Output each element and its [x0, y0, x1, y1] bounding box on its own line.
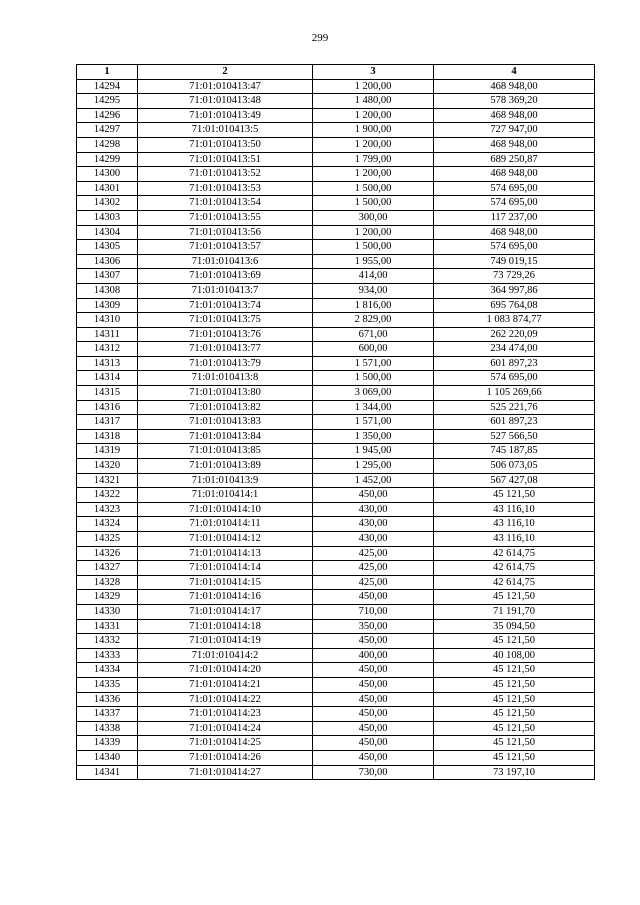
cadastral-number-cell: 71:01:010414:16	[138, 590, 313, 605]
cadastral-number-cell: 71:01:010413:80	[138, 386, 313, 401]
row-number-cell: 14325	[77, 532, 138, 547]
table-row	[77, 721, 595, 736]
table-row	[77, 327, 595, 342]
area-cell: 425,00	[313, 575, 434, 590]
table-header-row	[77, 65, 595, 80]
row-number-cell: 14339	[77, 736, 138, 751]
area-cell: 1 480,00	[313, 94, 434, 109]
value-cell: 45 121,50	[434, 750, 595, 765]
page-number: 299	[311, 32, 329, 44]
table-row	[77, 210, 595, 225]
table-row	[77, 108, 595, 123]
value-cell: 117 237,00	[434, 210, 595, 225]
value-cell: 262 220,09	[434, 327, 595, 342]
table-row	[77, 269, 595, 284]
value-cell: 45 121,50	[434, 590, 595, 605]
area-cell: 671,00	[313, 327, 434, 342]
table-row	[77, 648, 595, 663]
row-number-cell: 14337	[77, 707, 138, 722]
cadastral-number-cell: 71:01:010413:8	[138, 371, 313, 386]
value-cell: 574 695,00	[434, 371, 595, 386]
table-row	[77, 736, 595, 751]
table-row	[77, 400, 595, 415]
area-cell: 1 200,00	[313, 108, 434, 123]
column-header-3: 3	[313, 65, 434, 80]
value-cell: 45 121,50	[434, 721, 595, 736]
area-cell: 1 799,00	[313, 152, 434, 167]
value-cell: 42 614,75	[434, 575, 595, 590]
table-row	[77, 152, 595, 167]
table-row	[77, 488, 595, 503]
value-cell: 601 897,23	[434, 356, 595, 371]
value-cell: 578 369,20	[434, 94, 595, 109]
area-cell: 2 829,00	[313, 313, 434, 328]
value-cell: 468 948,00	[434, 225, 595, 240]
value-cell: 574 695,00	[434, 181, 595, 196]
area-cell: 450,00	[313, 721, 434, 736]
cadastral-number-cell: 71:01:010413:89	[138, 459, 313, 474]
area-cell: 450,00	[313, 663, 434, 678]
cadastral-number-cell: 71:01:010413:82	[138, 400, 313, 415]
area-cell: 1 295,00	[313, 459, 434, 474]
cadastral-number-cell: 71:01:010414:10	[138, 502, 313, 517]
table-row	[77, 283, 595, 298]
cadastral-number-cell: 71:01:010414:19	[138, 634, 313, 649]
value-cell: 45 121,50	[434, 707, 595, 722]
area-cell: 425,00	[313, 546, 434, 561]
table-row	[77, 663, 595, 678]
area-cell: 350,00	[313, 619, 434, 634]
value-cell: 689 250,87	[434, 152, 595, 167]
area-cell: 1 452,00	[313, 473, 434, 488]
area-cell: 1 200,00	[313, 79, 434, 94]
cadastral-number-cell: 71:01:010413:49	[138, 108, 313, 123]
cadastral-number-cell: 71:01:010414:2	[138, 648, 313, 663]
area-cell: 1 955,00	[313, 254, 434, 269]
cadastral-number-cell: 71:01:010413:76	[138, 327, 313, 342]
cadastral-number-cell: 71:01:010413:7	[138, 283, 313, 298]
value-cell: 468 948,00	[434, 137, 595, 152]
area-cell: 1 200,00	[313, 137, 434, 152]
row-number-cell: 14314	[77, 371, 138, 386]
cadastral-number-cell: 71:01:010413:51	[138, 152, 313, 167]
value-cell: 45 121,50	[434, 692, 595, 707]
row-number-cell: 14315	[77, 386, 138, 401]
table-row	[77, 240, 595, 255]
row-number-cell: 14305	[77, 240, 138, 255]
cadastral-number-cell: 71:01:010413:77	[138, 342, 313, 357]
area-cell: 1 500,00	[313, 181, 434, 196]
row-number-cell: 14324	[77, 517, 138, 532]
table-body	[77, 79, 595, 780]
cadastral-number-cell: 71:01:010414:20	[138, 663, 313, 678]
cadastral-number-cell: 71:01:010414:22	[138, 692, 313, 707]
table-row	[77, 590, 595, 605]
value-cell: 506 073,05	[434, 459, 595, 474]
value-cell: 73 729,26	[434, 269, 595, 284]
cadastral-number-cell: 71:01:010414:21	[138, 677, 313, 692]
row-number-cell: 14304	[77, 225, 138, 240]
value-cell: 749 019,15	[434, 254, 595, 269]
table-row	[77, 137, 595, 152]
value-cell: 45 121,50	[434, 663, 595, 678]
cadastral-table	[76, 64, 595, 780]
area-cell: 414,00	[313, 269, 434, 284]
cadastral-number-cell: 71:01:010414:18	[138, 619, 313, 634]
value-cell: 567 427,08	[434, 473, 595, 488]
cadastral-number-cell: 71:01:010413:84	[138, 429, 313, 444]
cadastral-number-cell: 71:01:010413:74	[138, 298, 313, 313]
cadastral-number-cell: 71:01:010413:57	[138, 240, 313, 255]
area-cell: 430,00	[313, 532, 434, 547]
area-cell: 450,00	[313, 634, 434, 649]
area-cell: 1 200,00	[313, 167, 434, 182]
row-number-cell: 14307	[77, 269, 138, 284]
row-number-cell: 14318	[77, 429, 138, 444]
table-row	[77, 298, 595, 313]
value-cell: 574 695,00	[434, 240, 595, 255]
value-cell: 40 108,00	[434, 648, 595, 663]
cadastral-number-cell: 71:01:010413:55	[138, 210, 313, 225]
value-cell: 364 997,86	[434, 283, 595, 298]
area-cell: 400,00	[313, 648, 434, 663]
table-row	[77, 444, 595, 459]
cadastral-number-cell: 71:01:010414:25	[138, 736, 313, 751]
area-cell: 1 500,00	[313, 196, 434, 211]
cadastral-number-cell: 71:01:010413:83	[138, 415, 313, 430]
table-row	[77, 386, 595, 401]
row-number-cell: 14328	[77, 575, 138, 590]
cadastral-number-cell: 71:01:010413:56	[138, 225, 313, 240]
area-cell: 710,00	[313, 604, 434, 619]
table-row	[77, 415, 595, 430]
row-number-cell: 14306	[77, 254, 138, 269]
table-row	[77, 79, 595, 94]
cadastral-number-cell: 71:01:010414:13	[138, 546, 313, 561]
row-number-cell: 14316	[77, 400, 138, 415]
cadastral-number-cell: 71:01:010413:53	[138, 181, 313, 196]
cadastral-number-cell: 71:01:010414:11	[138, 517, 313, 532]
value-cell: 1 105 269,66	[434, 386, 595, 401]
cadastral-number-cell: 71:01:010414:27	[138, 765, 313, 780]
cadastral-number-cell: 71:01:010413:9	[138, 473, 313, 488]
cadastral-number-cell: 71:01:010414:23	[138, 707, 313, 722]
row-number-cell: 14334	[77, 663, 138, 678]
row-number-cell: 14341	[77, 765, 138, 780]
row-number-cell: 14323	[77, 502, 138, 517]
table-row	[77, 371, 595, 386]
row-number-cell: 14301	[77, 181, 138, 196]
cadastral-number-cell: 71:01:010413:79	[138, 356, 313, 371]
cadastral-number-cell: 71:01:010414:14	[138, 561, 313, 576]
table-row	[77, 313, 595, 328]
value-cell: 525 221,76	[434, 400, 595, 415]
row-number-cell: 14298	[77, 137, 138, 152]
area-cell: 934,00	[313, 283, 434, 298]
row-number-cell: 14300	[77, 167, 138, 182]
area-cell: 450,00	[313, 590, 434, 605]
cadastral-number-cell: 71:01:010414:12	[138, 532, 313, 547]
table-row	[77, 123, 595, 138]
column-header-4: 4	[434, 65, 595, 80]
row-number-cell: 14320	[77, 459, 138, 474]
cadastral-number-cell: 71:01:010413:48	[138, 94, 313, 109]
table-row	[77, 517, 595, 532]
value-cell: 42 614,75	[434, 546, 595, 561]
row-number-cell: 14308	[77, 283, 138, 298]
area-cell: 300,00	[313, 210, 434, 225]
area-cell: 450,00	[313, 750, 434, 765]
value-cell: 42 614,75	[434, 561, 595, 576]
cadastral-number-cell: 71:01:010414:17	[138, 604, 313, 619]
area-cell: 600,00	[313, 342, 434, 357]
row-number-cell: 14299	[77, 152, 138, 167]
table-row	[77, 750, 595, 765]
value-cell: 468 948,00	[434, 79, 595, 94]
table-row	[77, 561, 595, 576]
row-number-cell: 14297	[77, 123, 138, 138]
value-cell: 45 121,50	[434, 488, 595, 503]
area-cell: 3 069,00	[313, 386, 434, 401]
value-cell: 43 116,10	[434, 532, 595, 547]
table-row	[77, 429, 595, 444]
value-cell: 43 116,10	[434, 502, 595, 517]
area-cell: 1 500,00	[313, 240, 434, 255]
table-row	[77, 473, 595, 488]
table-row	[77, 167, 595, 182]
row-number-cell: 14340	[77, 750, 138, 765]
row-number-cell: 14319	[77, 444, 138, 459]
area-cell: 1 500,00	[313, 371, 434, 386]
value-cell: 43 116,10	[434, 517, 595, 532]
table-row	[77, 225, 595, 240]
table-row	[77, 356, 595, 371]
table-row	[77, 94, 595, 109]
row-number-cell: 14322	[77, 488, 138, 503]
area-cell: 430,00	[313, 517, 434, 532]
table-row	[77, 575, 595, 590]
row-number-cell: 14331	[77, 619, 138, 634]
row-number-cell: 14332	[77, 634, 138, 649]
row-number-cell: 14312	[77, 342, 138, 357]
area-cell: 1 900,00	[313, 123, 434, 138]
area-cell: 1 571,00	[313, 415, 434, 430]
area-cell: 1 200,00	[313, 225, 434, 240]
table-row	[77, 532, 595, 547]
value-cell: 745 187,85	[434, 444, 595, 459]
table-row	[77, 181, 595, 196]
row-number-cell: 14295	[77, 94, 138, 109]
area-cell: 1 816,00	[313, 298, 434, 313]
row-number-cell: 14330	[77, 604, 138, 619]
column-header-2: 2	[138, 65, 313, 80]
table-row	[77, 546, 595, 561]
table-row	[77, 254, 595, 269]
cadastral-number-cell: 71:01:010413:54	[138, 196, 313, 211]
table-row	[77, 502, 595, 517]
value-cell: 574 695,00	[434, 196, 595, 211]
area-cell: 425,00	[313, 561, 434, 576]
value-cell: 695 764,08	[434, 298, 595, 313]
area-cell: 430,00	[313, 502, 434, 517]
table-row	[77, 765, 595, 780]
table-row	[77, 459, 595, 474]
row-number-cell: 14309	[77, 298, 138, 313]
cadastral-number-cell: 71:01:010413:69	[138, 269, 313, 284]
table-row	[77, 619, 595, 634]
table-row	[77, 342, 595, 357]
table-row	[77, 196, 595, 211]
value-cell: 727 947,00	[434, 123, 595, 138]
value-cell: 35 094,50	[434, 619, 595, 634]
row-number-cell: 14294	[77, 79, 138, 94]
row-number-cell: 14321	[77, 473, 138, 488]
area-cell: 1 350,00	[313, 429, 434, 444]
area-cell: 1 571,00	[313, 356, 434, 371]
area-cell: 730,00	[313, 765, 434, 780]
area-cell: 450,00	[313, 736, 434, 751]
cadastral-number-cell: 71:01:010413:52	[138, 167, 313, 182]
row-number-cell: 14327	[77, 561, 138, 576]
row-number-cell: 14336	[77, 692, 138, 707]
column-header-1: 1	[77, 65, 138, 80]
row-number-cell: 14310	[77, 313, 138, 328]
row-number-cell: 14313	[77, 356, 138, 371]
cadastral-number-cell: 71:01:010413:5	[138, 123, 313, 138]
cadastral-number-cell: 71:01:010413:75	[138, 313, 313, 328]
area-cell: 450,00	[313, 707, 434, 722]
table-row	[77, 707, 595, 722]
value-cell: 45 121,50	[434, 736, 595, 751]
row-number-cell: 14326	[77, 546, 138, 561]
value-cell: 1 083 874,77	[434, 313, 595, 328]
area-cell: 450,00	[313, 488, 434, 503]
area-cell: 450,00	[313, 677, 434, 692]
row-number-cell: 14329	[77, 590, 138, 605]
cadastral-number-cell: 71:01:010414:24	[138, 721, 313, 736]
row-number-cell: 14311	[77, 327, 138, 342]
row-number-cell: 14296	[77, 108, 138, 123]
row-number-cell: 14317	[77, 415, 138, 430]
cadastral-number-cell: 71:01:010414:1	[138, 488, 313, 503]
area-cell: 1 945,00	[313, 444, 434, 459]
table-row	[77, 604, 595, 619]
row-number-cell: 14335	[77, 677, 138, 692]
value-cell: 45 121,50	[434, 677, 595, 692]
value-cell: 527 566,50	[434, 429, 595, 444]
row-number-cell: 14333	[77, 648, 138, 663]
cadastral-number-cell: 71:01:010413:47	[138, 79, 313, 94]
value-cell: 73 197,10	[434, 765, 595, 780]
row-number-cell: 14338	[77, 721, 138, 736]
value-cell: 468 948,00	[434, 167, 595, 182]
cadastral-number-cell: 71:01:010414:26	[138, 750, 313, 765]
value-cell: 45 121,50	[434, 634, 595, 649]
cadastral-number-cell: 71:01:010413:85	[138, 444, 313, 459]
cadastral-number-cell: 71:01:010413:50	[138, 137, 313, 152]
cadastral-number-cell: 71:01:010414:15	[138, 575, 313, 590]
table-row	[77, 692, 595, 707]
row-number-cell: 14302	[77, 196, 138, 211]
value-cell: 71 191,70	[434, 604, 595, 619]
value-cell: 234 474,00	[434, 342, 595, 357]
table-row	[77, 634, 595, 649]
value-cell: 601 897,23	[434, 415, 595, 430]
area-cell: 450,00	[313, 692, 434, 707]
row-number-cell: 14303	[77, 210, 138, 225]
value-cell: 468 948,00	[434, 108, 595, 123]
table-row	[77, 677, 595, 692]
area-cell: 1 344,00	[313, 400, 434, 415]
cadastral-number-cell: 71:01:010413:6	[138, 254, 313, 269]
